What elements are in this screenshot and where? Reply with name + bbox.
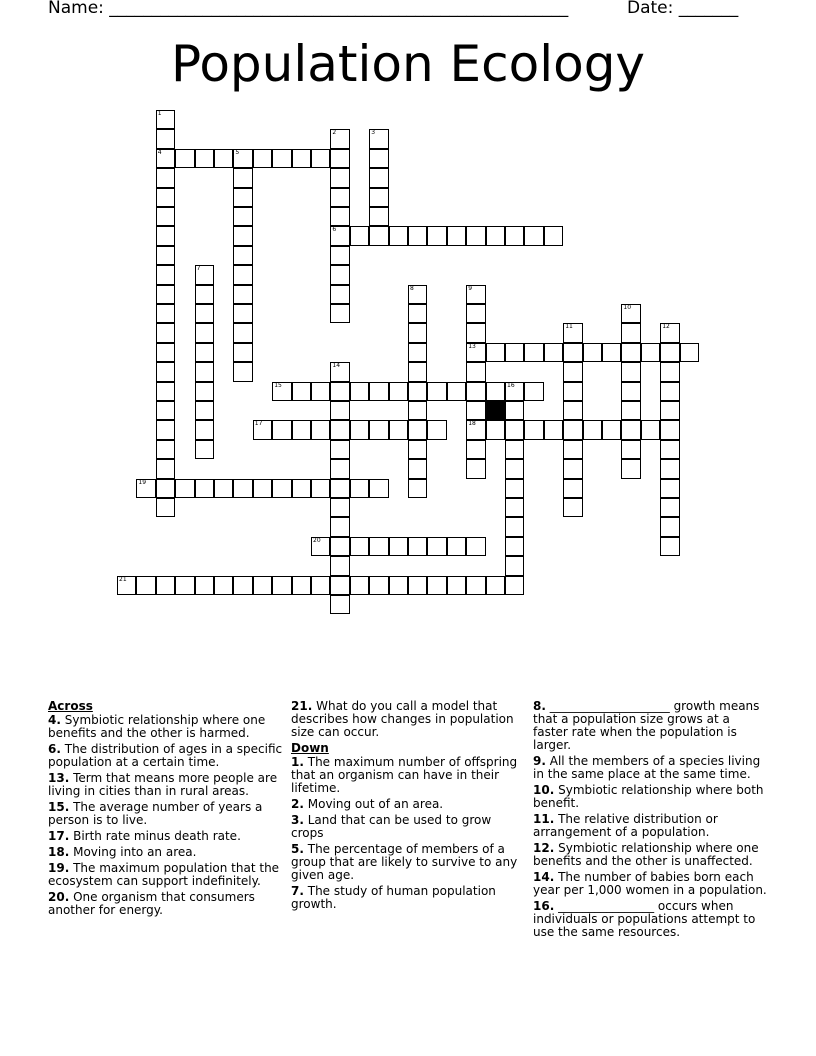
crossword-cell[interactable] <box>563 323 582 342</box>
crossword-cell[interactable] <box>311 537 330 556</box>
crossword-cell[interactable] <box>272 576 291 595</box>
crossword-cell[interactable] <box>350 226 369 245</box>
clue-number: 5 <box>235 148 240 156</box>
crossword-cell[interactable] <box>330 517 349 536</box>
crossword-cell[interactable] <box>408 459 427 478</box>
clue-across-15: 15. The average number of years a person is to live. <box>48 800 263 827</box>
crossword-cell[interactable] <box>214 576 233 595</box>
crossword-cell[interactable] <box>486 382 505 401</box>
crossword-cell[interactable] <box>330 168 349 187</box>
crossword-cell[interactable] <box>233 362 252 381</box>
crossword-cell[interactable] <box>233 304 252 323</box>
crossword-cell[interactable] <box>408 382 427 401</box>
crossword-cell[interactable] <box>117 576 136 595</box>
crossword-cell[interactable] <box>330 129 349 148</box>
clue-number: 8 <box>410 284 414 292</box>
clue-across-6: 6. The distribution of ages in a specific population at a certain time. <box>48 742 283 769</box>
clue-across-19: 19. The maximum population that the ecosystem can support indefinitely. <box>48 861 280 888</box>
crossword-cell[interactable] <box>156 207 175 226</box>
crossword-cell[interactable] <box>427 537 446 556</box>
crossword-cell[interactable] <box>524 226 543 245</box>
crossword-cell[interactable] <box>330 246 349 265</box>
clue-number: 12 <box>662 323 670 331</box>
crossword-cell[interactable] <box>233 207 252 226</box>
crossword-cell[interactable] <box>195 440 214 459</box>
crossword-cell[interactable] <box>369 129 388 148</box>
clue-number: 16 <box>507 381 515 389</box>
clue-number: 13 <box>468 342 476 350</box>
crossword-cell[interactable] <box>389 420 408 439</box>
crossword-cell[interactable] <box>680 343 699 362</box>
crossword-cell[interactable] <box>136 576 155 595</box>
crossword-cell[interactable] <box>311 382 330 401</box>
crossword-cell[interactable] <box>330 440 349 459</box>
crossword-cell[interactable] <box>660 440 679 459</box>
crossword-cell[interactable] <box>505 382 524 401</box>
clue-across-21: 21. What do you call a model that describes how changes in population size can occur. <box>291 699 514 739</box>
crossword-cell[interactable] <box>466 362 485 381</box>
crossword-cell[interactable] <box>369 168 388 187</box>
crossword-cell[interactable] <box>330 479 349 498</box>
crossword-cell[interactable] <box>427 226 446 245</box>
crossword-cell[interactable] <box>621 343 640 362</box>
clue-number: 7 <box>196 265 201 273</box>
clue-number: 9 <box>468 284 473 292</box>
crossword-cell[interactable] <box>311 479 330 498</box>
clue-down-14: 14. The number of babies born each year per 1,000 women in a population. <box>533 870 767 897</box>
crossword-cell[interactable] <box>330 556 349 575</box>
crossword-cell[interactable] <box>660 537 679 556</box>
black-square <box>486 401 505 420</box>
crossword-cell[interactable] <box>233 323 252 342</box>
crossword-cell[interactable] <box>602 343 621 362</box>
crossword-cell[interactable] <box>563 362 582 381</box>
crossword-cell[interactable] <box>272 382 291 401</box>
crossword-cell[interactable] <box>292 479 311 498</box>
crossword-cell[interactable] <box>466 323 485 342</box>
across-heading: Across <box>48 699 93 713</box>
crossword-cell[interactable] <box>544 343 563 362</box>
crossword-cell[interactable] <box>156 110 175 129</box>
crossword-cell[interactable] <box>195 479 214 498</box>
crossword-cell[interactable] <box>156 382 175 401</box>
crossword-cell[interactable] <box>621 362 640 381</box>
crossword-cell[interactable] <box>156 362 175 381</box>
crossword-cell[interactable] <box>486 226 505 245</box>
crossword-cell[interactable] <box>563 343 582 362</box>
crossword-cell[interactable] <box>466 459 485 478</box>
clue-down-7: 7. The study of human population growth. <box>291 884 496 911</box>
crossword-cell[interactable] <box>292 420 311 439</box>
crossword-cell[interactable] <box>447 576 466 595</box>
crossword-cell[interactable] <box>156 246 175 265</box>
clue-number: 11 <box>565 323 573 331</box>
crossword-cell[interactable] <box>311 149 330 168</box>
crossword-cell[interactable] <box>621 401 640 420</box>
crossword-cell[interactable] <box>389 382 408 401</box>
crossword-cell[interactable] <box>175 149 194 168</box>
crossword-cell[interactable] <box>272 420 291 439</box>
crossword-cell[interactable] <box>156 459 175 478</box>
crossword-cell[interactable] <box>505 576 524 595</box>
crossword-cell[interactable] <box>195 420 214 439</box>
crossword-cell[interactable] <box>583 420 602 439</box>
crossword-cell[interactable] <box>563 420 582 439</box>
crossword-cell[interactable] <box>408 576 427 595</box>
clue-across-13: 13. Term that means more people are living in cities than in rural areas. <box>48 771 278 798</box>
crossword-cell[interactable] <box>524 343 543 362</box>
crossword-cell[interactable] <box>505 459 524 478</box>
crossword-cell[interactable] <box>505 343 524 362</box>
crossword-cell[interactable] <box>156 265 175 284</box>
crossword-cell[interactable] <box>408 304 427 323</box>
crossword-cell[interactable] <box>369 420 388 439</box>
crossword-cell[interactable] <box>156 285 175 304</box>
crossword-cell[interactable] <box>660 401 679 420</box>
crossword-cell[interactable] <box>369 382 388 401</box>
crossword-cell[interactable] <box>505 517 524 536</box>
crossword-cell[interactable] <box>330 498 349 517</box>
crossword-cell[interactable] <box>505 556 524 575</box>
clue-number: 1 <box>157 110 162 117</box>
clue-number: 10 <box>623 304 632 311</box>
crossword-cell[interactable] <box>330 304 349 323</box>
clues-column-2 <box>291 700 526 914</box>
crossword-cell[interactable] <box>292 149 311 168</box>
crossword-cell[interactable] <box>621 382 640 401</box>
crossword-cell[interactable] <box>330 207 349 226</box>
crossword-cell[interactable] <box>660 420 679 439</box>
crossword-cell[interactable] <box>350 537 369 556</box>
clues-column-3 <box>533 700 768 942</box>
crossword-cell[interactable] <box>330 285 349 304</box>
crossword-cell[interactable] <box>292 382 311 401</box>
clue-down-1: 1. The maximum number of offspring that an organism can have in their lifetime. <box>291 755 518 795</box>
crossword-cell[interactable] <box>195 343 214 362</box>
crossword-cell[interactable] <box>156 498 175 517</box>
clue-number: 6 <box>332 226 337 234</box>
clue-number: 19 <box>138 478 147 486</box>
clue-number: 21 <box>119 575 127 583</box>
crossword-cell[interactable] <box>660 343 679 362</box>
crossword-cell[interactable] <box>233 149 252 168</box>
crossword-cell[interactable] <box>156 304 175 323</box>
crossword-cell[interactable] <box>660 382 679 401</box>
crossword-cell[interactable] <box>408 537 427 556</box>
crossword-cell[interactable] <box>563 440 582 459</box>
crossword-cell[interactable] <box>621 440 640 459</box>
crossword-cell[interactable] <box>214 149 233 168</box>
crossword-cell[interactable] <box>156 576 175 595</box>
crossword-cell[interactable] <box>330 226 349 245</box>
crossword-cell[interactable] <box>272 479 291 498</box>
crossword-cell[interactable] <box>195 323 214 342</box>
crossword-cell[interactable] <box>486 420 505 439</box>
crossword-cell[interactable] <box>447 537 466 556</box>
crossword-cell[interactable] <box>505 537 524 556</box>
crossword-cell[interactable] <box>466 382 485 401</box>
crossword-cell[interactable] <box>524 420 543 439</box>
crossword-cell[interactable] <box>641 420 660 439</box>
crossword-cell[interactable] <box>195 304 214 323</box>
crossword-cell[interactable] <box>330 537 349 556</box>
clue-down-12: 12. Symbiotic relationship where one benefits and the other is unaffected. <box>533 841 759 868</box>
clue-across-17: 17. Birth rate minus death rate. <box>48 829 241 843</box>
crossword-cell[interactable] <box>466 420 485 439</box>
clue-number: 14 <box>332 362 341 370</box>
crossword-cell[interactable] <box>563 498 582 517</box>
crossword-cell[interactable] <box>505 479 524 498</box>
crossword-cell[interactable] <box>505 498 524 517</box>
down-heading: Down <box>291 741 329 755</box>
crossword-cell[interactable] <box>369 188 388 207</box>
crossword-cell[interactable] <box>466 537 485 556</box>
crossword-cell[interactable] <box>175 576 194 595</box>
crossword-cell[interactable] <box>660 517 679 536</box>
crossword-cell[interactable] <box>408 285 427 304</box>
crossword-cell[interactable] <box>563 382 582 401</box>
crossword-cell[interactable] <box>602 420 621 439</box>
crossword-cell[interactable] <box>583 343 602 362</box>
crossword-cell[interactable] <box>641 343 660 362</box>
crossword-cell[interactable] <box>253 420 272 439</box>
crossword-cell[interactable] <box>486 343 505 362</box>
crossword-cell[interactable] <box>195 149 214 168</box>
crossword-cell[interactable] <box>563 459 582 478</box>
crossword-cell[interactable] <box>156 440 175 459</box>
crossword-cell[interactable] <box>233 285 252 304</box>
crossword-cell[interactable] <box>311 576 330 595</box>
clue-across-4: 4. Symbiotic relationship where one benefits and the other is harmed. <box>48 713 266 740</box>
crossword-cell[interactable] <box>330 401 349 420</box>
crossword-cell[interactable] <box>660 498 679 517</box>
crossword-cell[interactable] <box>156 129 175 148</box>
crossword-cell[interactable] <box>505 226 524 245</box>
clue-across-20: 20. One organism that consumers another for energy. <box>48 890 255 917</box>
crossword-cell[interactable] <box>156 149 175 168</box>
clue-down-3: 3. Land that can be used to grow crops <box>291 813 492 840</box>
crossword-cell[interactable] <box>466 440 485 459</box>
crossword-cell[interactable] <box>660 479 679 498</box>
crossword-cell[interactable] <box>195 285 214 304</box>
crossword-cell[interactable] <box>233 479 252 498</box>
crossword-cell[interactable] <box>544 226 563 245</box>
crossword-cell[interactable] <box>214 479 233 498</box>
crossword-cell[interactable] <box>292 576 311 595</box>
crossword-cell[interactable] <box>621 323 640 342</box>
crossword-cell[interactable] <box>505 401 524 420</box>
date-field-label: Date: _______ <box>627 0 739 18</box>
crossword-cell[interactable] <box>369 537 388 556</box>
crossword-cell[interactable] <box>195 265 214 284</box>
crossword-cell[interactable] <box>544 420 563 439</box>
crossword-cell[interactable] <box>156 188 175 207</box>
clue-down-9: 9. All the members of a species living in the same place at the same time. <box>533 754 761 781</box>
crossword-cell[interactable] <box>350 382 369 401</box>
crossword-cell[interactable] <box>175 479 194 498</box>
crossword-cell[interactable] <box>136 479 155 498</box>
crossword-cell[interactable] <box>389 226 408 245</box>
crossword-cell[interactable] <box>233 576 252 595</box>
crossword-cell[interactable] <box>156 168 175 187</box>
crossword-cell[interactable] <box>486 576 505 595</box>
crossword-cell[interactable] <box>505 440 524 459</box>
crossword-cell[interactable] <box>408 479 427 498</box>
clue-number: 3 <box>371 129 376 137</box>
crossword-cell[interactable] <box>466 285 485 304</box>
crossword-cell[interactable] <box>408 440 427 459</box>
crossword-cell[interactable] <box>156 226 175 245</box>
crossword-cell[interactable] <box>427 576 446 595</box>
clue-across-18: 18. Moving into an area. <box>48 845 197 859</box>
crossword-cell[interactable] <box>408 401 427 420</box>
crossword-cell[interactable] <box>330 149 349 168</box>
crossword-cell[interactable] <box>330 576 349 595</box>
crossword-cell[interactable] <box>156 323 175 342</box>
clue-number: 2 <box>332 129 337 137</box>
crossword-cell[interactable] <box>369 207 388 226</box>
crossword-cell[interactable] <box>408 420 427 439</box>
crossword-cell[interactable] <box>427 382 446 401</box>
crossword-cell[interactable] <box>233 168 252 187</box>
crossword-cell[interactable] <box>369 479 388 498</box>
crossword-cell[interactable] <box>156 479 175 498</box>
crossword-cell[interactable] <box>330 382 349 401</box>
crossword-cell[interactable] <box>447 382 466 401</box>
crossword-cell[interactable] <box>330 362 349 381</box>
crossword-cell[interactable] <box>621 420 640 439</box>
crossword-cell[interactable] <box>311 420 330 439</box>
crossword-cell[interactable] <box>369 149 388 168</box>
crossword-cell[interactable] <box>156 420 175 439</box>
clue-down-2: 2. Moving out of an area. <box>291 797 444 811</box>
crossword-cell[interactable] <box>330 459 349 478</box>
crossword-cell[interactable] <box>660 362 679 381</box>
crossword-cell[interactable] <box>389 537 408 556</box>
crossword-cell[interactable] <box>330 188 349 207</box>
crossword-cell[interactable] <box>253 479 272 498</box>
crossword-cell[interactable] <box>195 362 214 381</box>
clue-number: 15 <box>274 381 282 389</box>
crossword-cell[interactable] <box>466 226 485 245</box>
clue-number: 4 <box>157 148 162 156</box>
clue-down-8: 8. ____________________ growth means that a population size grows at a faster rate when the population is larger. <box>533 699 760 752</box>
clue-number: 20 <box>313 536 321 544</box>
crossword-cell[interactable] <box>156 401 175 420</box>
clue-down-11: 11. The relative distribution or arrangement of a population. <box>533 812 718 839</box>
crossword-cell[interactable] <box>660 323 679 342</box>
clue-number: 17 <box>254 420 263 428</box>
crossword-cell[interactable] <box>369 576 388 595</box>
crossword-cell[interactable] <box>563 401 582 420</box>
crossword-cell[interactable] <box>621 459 640 478</box>
crossword-cell[interactable] <box>408 323 427 342</box>
crossword-cell[interactable] <box>233 188 252 207</box>
crossword-cell[interactable] <box>524 382 543 401</box>
crossword-cell[interactable] <box>330 420 349 439</box>
crossword-cell[interactable] <box>330 265 349 284</box>
name-field-label: Name: ______________________________________________________ <box>48 0 569 18</box>
crossword-cell[interactable] <box>233 226 252 245</box>
clue-down-5: 5. The percentage of members of a group that are likely to survive to any given age. <box>291 842 518 882</box>
crossword-cell[interactable] <box>253 149 272 168</box>
crossword-cell[interactable] <box>466 304 485 323</box>
crossword-cell[interactable] <box>350 420 369 439</box>
crossword-cell[interactable] <box>156 343 175 362</box>
crossword-cell[interactable] <box>466 343 485 362</box>
crossword-cell[interactable] <box>466 401 485 420</box>
clue-number: 18 <box>468 420 476 428</box>
clue-down-10: 10. Symbiotic relationship where both benefit. <box>533 783 764 810</box>
crossword-cell[interactable] <box>505 420 524 439</box>
crossword-cell[interactable] <box>330 595 349 614</box>
crossword-cell[interactable] <box>233 265 252 284</box>
crossword-cell[interactable] <box>233 246 252 265</box>
crossword-cell[interactable] <box>369 226 388 245</box>
crossword-cell[interactable] <box>195 576 214 595</box>
page-title: Population Ecology <box>170 35 646 93</box>
crossword-cell[interactable] <box>195 401 214 420</box>
crossword-cell[interactable] <box>408 343 427 362</box>
clue-down-16: 16. ________________ occurs when individuals or populations attempt to use the same resources. <box>533 899 756 939</box>
crossword-cell[interactable] <box>408 226 427 245</box>
crossword-cell[interactable] <box>389 576 408 595</box>
crossword-cell[interactable] <box>427 420 446 439</box>
crossword-cell[interactable] <box>272 149 291 168</box>
crossword-cell[interactable] <box>350 479 369 498</box>
crossword-cell[interactable] <box>408 362 427 381</box>
crossword-cell[interactable] <box>350 576 369 595</box>
crossword-cell[interactable] <box>195 382 214 401</box>
crossword-cell[interactable] <box>466 576 485 595</box>
crossword-cell[interactable] <box>253 576 272 595</box>
crossword-cell[interactable] <box>621 304 640 323</box>
crossword-cell[interactable] <box>233 343 252 362</box>
crossword-cell[interactable] <box>447 226 466 245</box>
crossword-cell[interactable] <box>563 479 582 498</box>
clues-column-1 <box>48 700 283 920</box>
crossword-cell[interactable] <box>660 459 679 478</box>
